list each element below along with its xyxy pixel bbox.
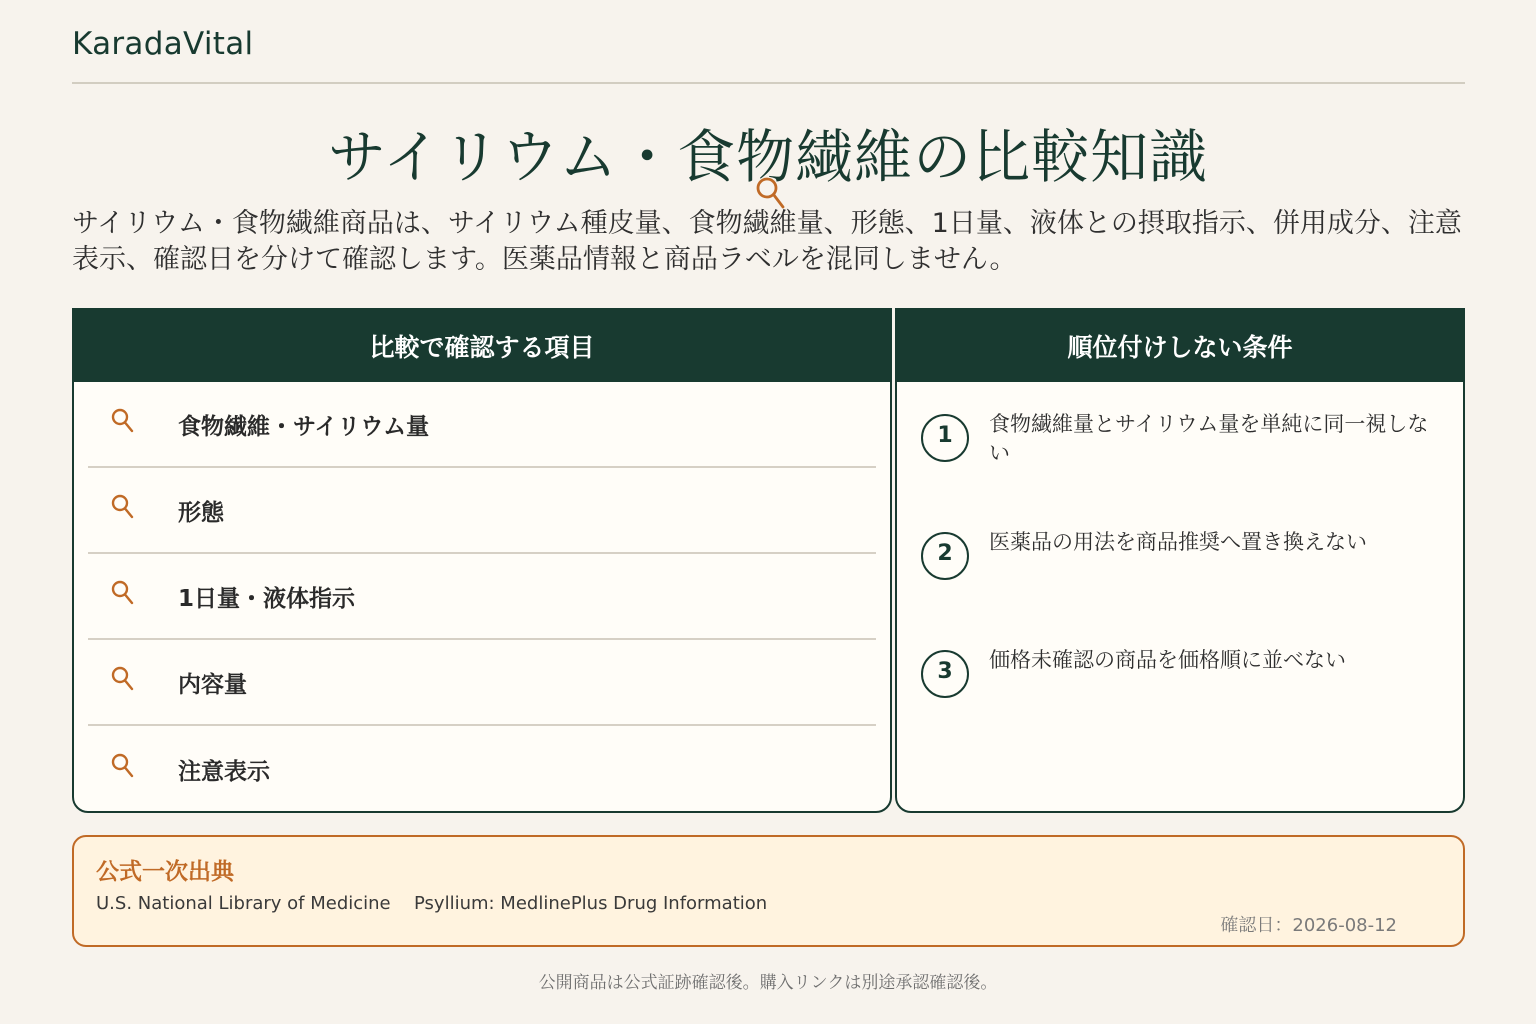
magnifier-icon [110, 407, 136, 435]
conditions-panel [895, 308, 1465, 813]
check-items-heading: 比較で確認する項目 [74, 310, 890, 382]
source-heading: 公式一次出典 [96, 859, 234, 885]
check-item [88, 468, 876, 554]
condition-text: 医薬品の用法を商品推奨へ置き換えない [989, 530, 1367, 554]
source-organization: U.S. National Library of Medicine [96, 893, 391, 914]
check-item-label: 内容量 [178, 671, 247, 698]
check-item-label: 形態 [178, 499, 224, 526]
magnifier-icon [110, 665, 136, 693]
check-item [88, 382, 876, 468]
check-items-panel [72, 308, 892, 813]
condition-item [921, 414, 1441, 468]
conditions-heading: 順位付けしない条件 [897, 310, 1463, 382]
check-items-list [74, 382, 890, 812]
magnifier-icon [754, 176, 788, 210]
lead-paragraph: サイリウム・食物繊維商品は、サイリウム種皮量、食物繊維量、形態、1日量、液体との摂取指示、併用成分、注意表示、確認日を分けて確認します。医薬品情報と商品ラベルを混同しません。 [72, 208, 1462, 275]
condition-item [921, 650, 1441, 698]
source-document-link[interactable]: Psyllium: MedlinePlus Drug Information [414, 893, 768, 914]
magnifier-icon [110, 579, 136, 607]
check-item-label: 1日量・液体指示 [178, 585, 356, 612]
condition-text: 価格未確認の商品を価格順に並べない [989, 648, 1346, 672]
source-checked-date: 確認日：2026-08-12 [1220, 915, 1397, 936]
magnifier-icon [110, 752, 136, 780]
check-item [88, 554, 876, 640]
condition-number: 2 [921, 532, 969, 580]
check-item [88, 726, 876, 812]
magnifier-icon [110, 493, 136, 521]
check-item-label: 注意表示 [178, 758, 270, 785]
footer-note: 公開商品は公式証跡確認後。購入リンクは別途承認確認後。 [538, 973, 998, 993]
check-item [88, 640, 876, 726]
condition-number: 3 [921, 650, 969, 698]
source-box [72, 835, 1465, 947]
condition-text: 食物繊維量とサイリウム量を単純に同一視しない [989, 412, 1429, 465]
page-title: サイリウム・食物繊維の比較知識 [327, 123, 1209, 191]
check-item-label: 食物繊維・サイリウム量 [178, 413, 430, 440]
condition-number: 1 [921, 414, 969, 462]
header-divider [72, 82, 1465, 84]
condition-item [921, 532, 1441, 580]
brand-logo[interactable]: KaradaVital [72, 26, 254, 62]
